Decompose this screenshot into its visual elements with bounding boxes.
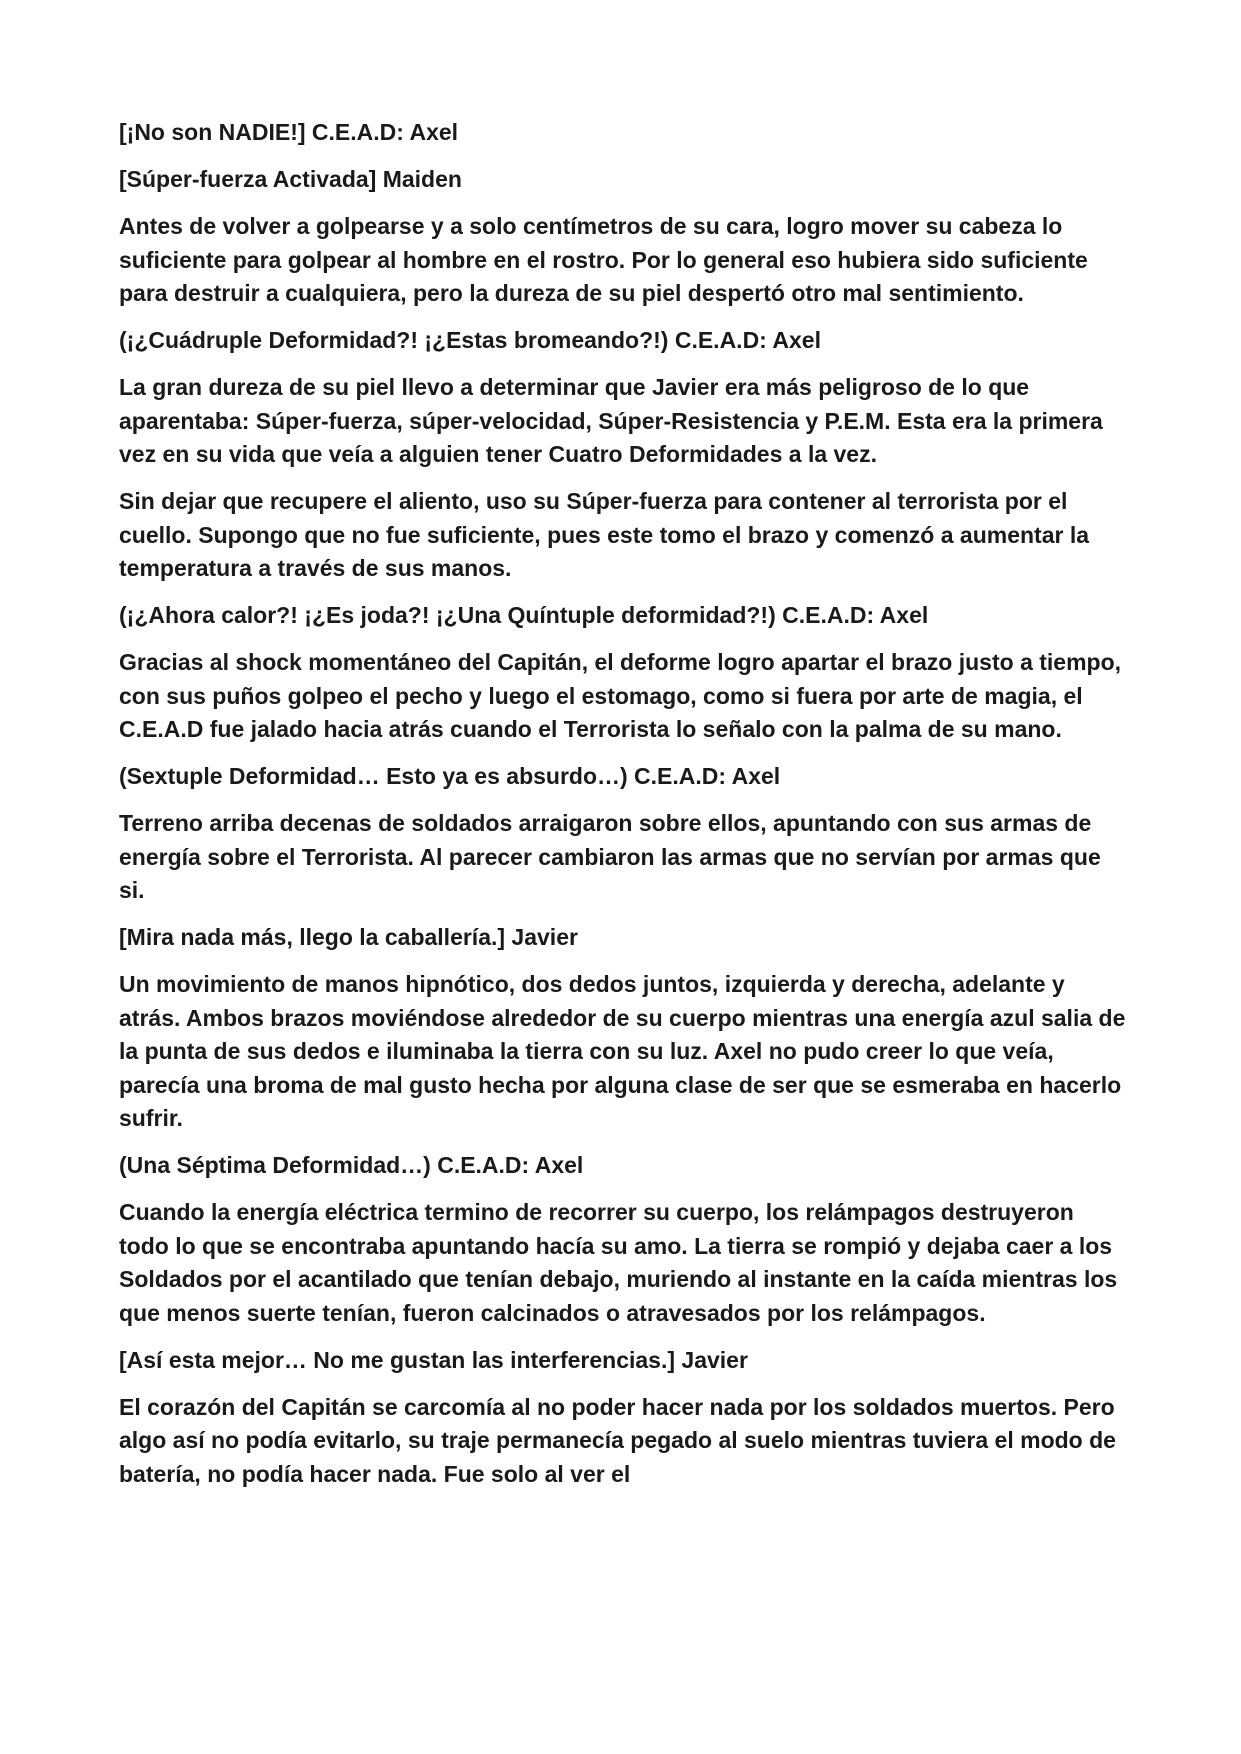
dialogue-line: (Una Séptima Deformidad…) C.E.A.D: Axel xyxy=(119,1152,584,1178)
narrative-paragraph: Gracias al shock momentáneo del Capitán, el deforme logro apartar el brazo justo a tiempo, con sus puños golpeo el pecho y luego el estomago, como si fuera por arte de magia, el C.E.A.D fue jalado hacia atrás cuando el Terrorista lo señalo con la palma de su mano. xyxy=(119,649,1122,742)
narrative-paragraph: Terreno arriba decenas de soldados arraigaron sobre ellos, apuntando con sus armas de energía sobre el Terrorista. Al parecer cambiaron las armas que no servían por armas que si. xyxy=(119,810,1101,903)
dialogue-line: [Súper-fuerza Activada] Maiden xyxy=(119,166,462,192)
narrative-paragraph: Sin dejar que recupere el aliento, uso su Súper-fuerza para contener al terrorista por el cuello. Supongo que no fue suficiente, pues este tomo el brazo y comenzó a aumentar la temperatura a través de sus manos. xyxy=(119,488,1090,581)
dialogue-line: [¡No son NADIE!] C.E.A.D: Axel xyxy=(119,119,459,145)
narrative-paragraph: La gran dureza de su piel llevo a determinar que Javier era más peligroso de lo que aparentaba: Súper-fuerza, súper-velocidad, Súper-Resistencia y P.E.M. Esta era la primera vez en su vida que veía a alguien tener Cuatro Deformidades a la vez. xyxy=(119,374,1103,467)
narrative-paragraph: El corazón del Capitán se carcomía al no poder hacer nada por los soldados muertos. Pero algo así no podía evitarlo, su traje permanecía pegado al suelo mientras tuviera el modo de batería, no podía hacer nada. Fue solo al ver el xyxy=(119,1393,1116,1487)
dialogue-line: [Mira nada más, llego la caballería.] Javier xyxy=(119,924,578,950)
dialogue-line: (¡¿Ahora calor?! ¡¿Es joda?! ¡¿Una Quíntuple deformidad?!) C.E.A.D: Axel xyxy=(119,602,929,628)
narrative-paragraph: Un movimiento de manos hipnótico, dos dedos juntos, izquierda y derecha, adelante y atrás. Ambos brazos moviéndose alrededor de su cuerpo mientras una energía azul salia de la punta de sus dedos e iluminaba la tierra con su luz. Axel no pudo creer lo que veía, parecía una broma de mal gusto hecha por alguna clase de ser que se esmeraba en hacerlo sufrir. xyxy=(119,971,1126,1131)
dialogue-line: [Así esta mejor… No me gustan las interferencias.] Javier xyxy=(119,1346,748,1373)
dialogue-line: (¡¿Cuádruple Deformidad?! ¡¿Estas bromeando?!) C.E.A.D: Axel xyxy=(119,327,821,353)
document-body xyxy=(119,116,1129,1505)
dialogue-line: (Sextuple Deformidad… Esto ya es absurdo…) C.E.A.D: Axel xyxy=(119,763,781,789)
narrative-paragraph: Cuando la energía eléctrica termino de recorrer su cuerpo, los relámpagos destruyeron todo lo que se encontraba apuntando hacía su amo. La tierra se rompió y dejaba caer a los Soldados por el acantilado que tenían debajo, muriendo al instante en la caída mientras los que menos suerte tenían, fueron calcinados o atravesados por los relámpagos. xyxy=(119,1199,1118,1326)
narrative-paragraph: Antes de volver a golpearse y a solo centímetros de su cara, logro mover su cabeza lo suficiente para golpear al hombre en el rostro. Por lo general eso hubiera sido suficiente para destruir a cualquiera, pero la dureza de su piel despertó otro mal sentimiento. xyxy=(119,213,1088,306)
